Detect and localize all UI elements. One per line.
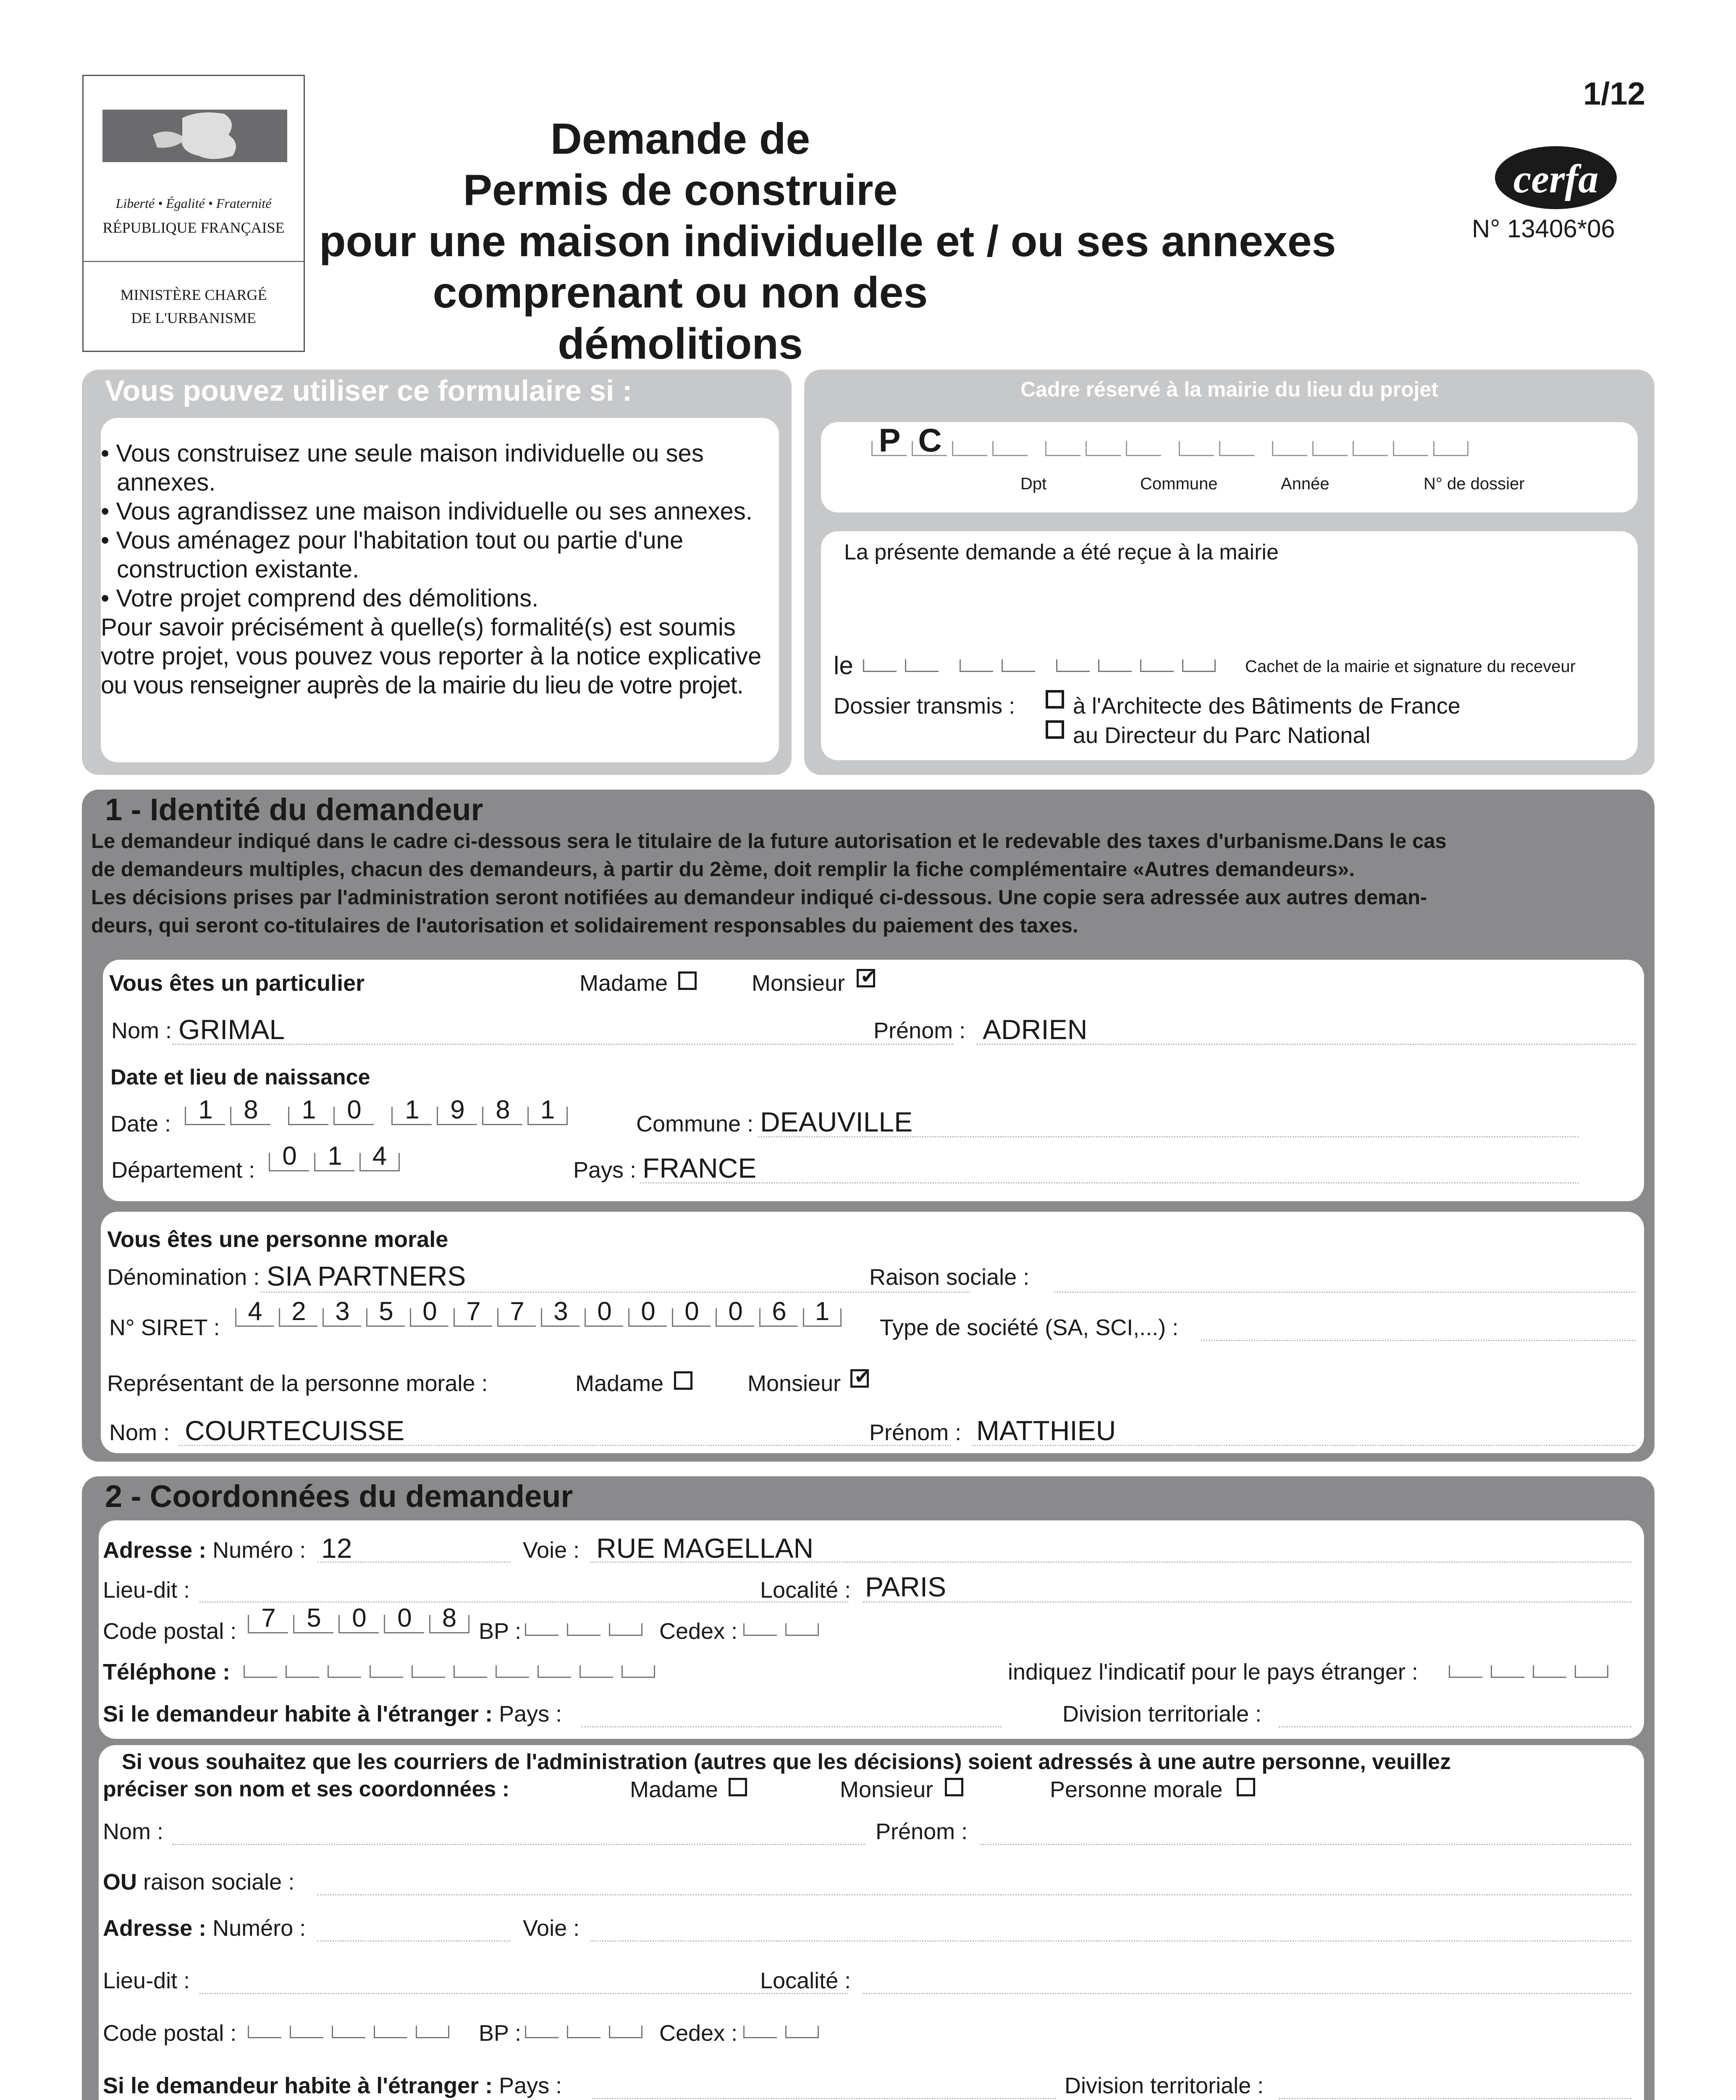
- representant-prenom-value: MATTHIEU: [976, 1415, 1116, 1446]
- etranger-label: Si le demandeur habite à l'étranger :: [103, 1701, 493, 1727]
- autre-intro-2: préciser son nom et ses coordonnées :: [103, 1777, 510, 1801]
- section-2: [82, 1476, 1655, 2100]
- pc-cell[interactable]: [1272, 441, 1307, 456]
- denomination-value: SIA PARTNERS: [267, 1260, 466, 1292]
- pc-commune-label: Commune: [1140, 475, 1218, 493]
- pays-value: FRANCE: [642, 1152, 757, 1184]
- autre-division-label: Division territoriale :: [1065, 2073, 1264, 2098]
- raison-sociale-label: Raison sociale :: [869, 1265, 1030, 1290]
- numero-label: Numéro :: [212, 1538, 306, 1563]
- pc-cell[interactable]: [1126, 441, 1161, 456]
- date-cell[interactable]: [1140, 659, 1174, 672]
- commune-value: DEAUVILLE: [760, 1106, 913, 1137]
- autre-madame-checkbox[interactable]: [729, 1778, 747, 1796]
- autre-code-postal-label: Code postal :: [103, 2021, 237, 2046]
- parc-checkbox[interactable]: [1046, 720, 1064, 739]
- autre-destinataire-box: [99, 1745, 1644, 2100]
- mairie-heading: Cadre réservé à la mairie du lieu du projet: [1020, 378, 1438, 401]
- pc-cell[interactable]: [1086, 441, 1121, 456]
- autre-morale-checkbox[interactable]: [1237, 1778, 1255, 1796]
- autre-prenom-label: Prénom :: [876, 1819, 968, 1844]
- particulier-madame-checkbox[interactable]: [678, 971, 697, 990]
- pc-dpt-label: Dpt: [1020, 475, 1047, 493]
- morale-monsieur-checkbox[interactable]: ✔: [850, 1369, 869, 1388]
- page-title: [319, 113, 1336, 370]
- morale-heading: Vous êtes une personne morale: [107, 1227, 448, 1252]
- localite-label: Localité :: [760, 1578, 851, 1603]
- usage-text: • Vous construisez une seule maison individuelle ou ses annexes. • Vous agrandissez une maison individuelle ou ses annexes. • Vous aménagez pour l'habitation tout ou partie d'une construction existante. • Votre projet comprend des démolitions. Pour savoir précisément à quelle(s) formalité(s) est soumis votre projet, vous pouvez vous reporter à la notice explicative ou vous renseigner auprès de la mairie du lieu de votre projet.: [101, 440, 762, 699]
- morale-monsieur-label: Monsieur: [747, 1371, 841, 1396]
- localite-value: PARIS: [865, 1571, 947, 1602]
- type-societe-label: Type de société (SA, SCI,...) :: [880, 1315, 1179, 1340]
- autre-cedex-label: Cedex :: [659, 2021, 738, 2046]
- siret-cells[interactable]: 4 2 3 5 0 7 7 3 0 0 0 0 6 1: [235, 1308, 847, 1327]
- code-postal-label: Code postal :: [103, 1619, 237, 1644]
- autre-nom-label: Nom :: [103, 1819, 164, 1844]
- representant-prenom-label: Prénom :: [869, 1420, 962, 1445]
- morale-madame-checkbox[interactable]: [674, 1371, 692, 1390]
- telephone-label: Téléphone :: [103, 1659, 231, 1685]
- autre-ou: OU: [103, 1869, 137, 1895]
- section-1-title: 1 - Identité du demandeur: [105, 792, 483, 827]
- autre-lieudit-label: Lieu-dit :: [103, 1968, 190, 1993]
- autre-intro-1: Si vous souhaitez que les courriers de l'administration (autres que les décisions) soient adressés à une autre personne, veuillez: [122, 1750, 1451, 1774]
- section-2-title: 2 - Coordonnées du demandeur: [105, 1479, 573, 1514]
- autre-raison-field[interactable]: [317, 1894, 1631, 1895]
- logo-ministry-2: DE L'URBANISME: [131, 310, 256, 326]
- date-cell[interactable]: [1056, 659, 1090, 672]
- coordonnees-box: [99, 1520, 1644, 1739]
- lieudit-label: Lieu-dit :: [103, 1578, 190, 1603]
- section-1: [82, 790, 1655, 1462]
- lieudit-field[interactable]: [199, 1601, 848, 1603]
- particulier-madame-label: Madame: [580, 971, 668, 996]
- particulier-monsieur-label: Monsieur: [752, 971, 845, 996]
- adresse-label: Adresse :: [103, 1538, 207, 1563]
- bp-label: BP :: [479, 1619, 522, 1644]
- autre-cedex-cells[interactable]: [743, 2026, 827, 2038]
- autre-monsieur-checkbox[interactable]: [945, 1778, 963, 1796]
- usage-heading: Vous pouvez utiliser ce formulaire si :: [105, 374, 632, 407]
- autre-code-postal-cells[interactable]: [248, 2026, 458, 2038]
- abf-label: à l'Architecte des Bâtiments de France: [1073, 693, 1461, 719]
- title-line-3: pour une maison individuelle et / ou ses annexes: [319, 217, 1336, 266]
- siret-label: N° SIRET :: [109, 1315, 220, 1340]
- pc-cell[interactable]: [1312, 441, 1348, 456]
- nom-field[interactable]: [172, 1044, 953, 1045]
- date-cell[interactable]: [1182, 659, 1216, 672]
- autre-madame-label: Madame: [630, 1777, 719, 1802]
- autre-localite-field[interactable]: [863, 1993, 1631, 1994]
- usage-panel: [82, 370, 792, 775]
- date-label: Date :: [110, 1111, 171, 1137]
- voie-value: RUE MAGELLAN: [596, 1533, 814, 1564]
- pc-cell[interactable]: [1045, 441, 1080, 456]
- voie-label: Voie :: [523, 1538, 580, 1563]
- date-cell[interactable]: [1002, 659, 1035, 672]
- autre-adresse-label: Adresse :: [103, 1916, 207, 1941]
- autre-etranger-label: Si le demandeur habite à l'étranger :: [103, 2073, 493, 2098]
- division-field[interactable]: [1279, 1726, 1631, 1727]
- abf-checkbox[interactable]: [1046, 690, 1064, 709]
- autre-lieudit-field[interactable]: [199, 1993, 848, 1994]
- indicatif-label: indiquez l'indicatif pour le pays étranger :: [1008, 1659, 1418, 1685]
- title-line-4: comprenant ou non des démolitions: [433, 268, 928, 368]
- autre-prenom-field[interactable]: [981, 1844, 1631, 1845]
- nom-label: Nom :: [111, 1018, 172, 1043]
- representant-nom-value: COURTECUISSE: [185, 1415, 405, 1446]
- cerfa-number: N° 13406*06: [1472, 215, 1615, 243]
- section-1-intro: Le demandeur indiqué dans le cadre ci-dessous sera le titulaire de la future autorisation et le redevable des taxes d'urbanisme.Dans le cas de demandeurs multiples, chacun des demandeurs, à partir du 2ème, doit remplir la fiche complémentaire «Autres demandeurs». Les décisions prises par l'administration seront notifiées au demandeur indiqué ci-dessous. Une copie sera adressée aux autres deman- deurs, qui seront co-titulaires de l'autorisation et solidairement responsables du paiement des taxes.: [91, 830, 1447, 937]
- birth-date-cells[interactable]: 1 8 1 0 1 9 8 1: [185, 1107, 573, 1125]
- mairie-transmis: Dossier transmis :: [834, 693, 1015, 719]
- mairie-cachet: Cachet de la mairie et signature du receveur: [1245, 657, 1576, 676]
- autre-numero-field[interactable]: [317, 1940, 510, 1942]
- pc-cell[interactable]: [1179, 441, 1214, 456]
- autre-etranger-pays-field[interactable]: [592, 2098, 1056, 2099]
- denomination-label: Dénomination :: [107, 1265, 260, 1290]
- code-postal-cells[interactable]: 7 5 0 0 8: [248, 1615, 475, 1633]
- autre-voie-field[interactable]: [590, 1940, 1631, 1942]
- pc-cell[interactable]: C: [912, 441, 947, 456]
- reception-date-cells: [863, 659, 1224, 672]
- type-societe-field[interactable]: [1201, 1340, 1636, 1341]
- indicatif-cells[interactable]: [1449, 1665, 1617, 1678]
- particulier-monsieur-checkbox[interactable]: ✔: [857, 969, 875, 987]
- representant-nom-label: Nom :: [109, 1420, 170, 1445]
- cedex-label: Cedex :: [659, 1619, 738, 1644]
- naissance-heading: Date et lieu de naissance: [110, 1065, 370, 1089]
- logo-ministry-1: MINISTÈRE CHARGÉ: [120, 286, 267, 303]
- logo-republic: RÉPUBLIQUE FRANÇAISE: [102, 219, 285, 236]
- particulier-box: [103, 960, 1644, 1201]
- particulier-heading: Vous êtes un particulier: [109, 971, 365, 996]
- localite-field[interactable]: [863, 1601, 1631, 1603]
- pays-label: Pays :: [573, 1158, 637, 1183]
- cedex-cells[interactable]: [743, 1623, 827, 1636]
- bp-cells[interactable]: [525, 1623, 651, 1636]
- pc-cell[interactable]: [1393, 441, 1428, 456]
- republique-logo: [82, 75, 305, 352]
- autre-numero-label: Numéro :: [212, 1916, 306, 1941]
- pc-annee-label: Année: [1281, 475, 1330, 493]
- morale-madame-label: Madame: [575, 1371, 664, 1396]
- mairie-recue: La présente demande a été reçue à la mairie: [844, 540, 1279, 564]
- autre-bp-label: BP :: [479, 2021, 522, 2046]
- logo-motto: Liberté • Égalité • Fraternité: [115, 196, 272, 211]
- departement-cells[interactable]: 0 1 4: [269, 1153, 405, 1171]
- pc-cell[interactable]: [1433, 441, 1469, 456]
- pc-cell[interactable]: [952, 441, 987, 456]
- etranger-pays-field[interactable]: [582, 1726, 1002, 1727]
- autre-nom-field[interactable]: [172, 1844, 865, 1845]
- autre-etranger-pays-label: Pays :: [499, 2073, 562, 2098]
- title-line-1: Demande de: [550, 115, 810, 163]
- cerfa-logo: cerfa: [1495, 146, 1617, 209]
- raison-sociale-field[interactable]: [1054, 1292, 1636, 1293]
- numero-value: 12: [321, 1533, 352, 1564]
- representant-label: Représentant de la personne morale :: [107, 1371, 488, 1396]
- marianne-icon: [102, 110, 287, 162]
- autre-bp-cells[interactable]: [525, 2026, 651, 2038]
- division-label: Division territoriale :: [1062, 1701, 1262, 1727]
- prenom-label: Prénom :: [873, 1018, 966, 1043]
- mairie-panel: [804, 370, 1655, 775]
- autre-division-field[interactable]: [1279, 2098, 1631, 2099]
- title-line-2: Permis de construire: [463, 166, 898, 215]
- mairie-le: le: [834, 651, 853, 680]
- parc-label: au Directeur du Parc National: [1073, 723, 1371, 748]
- date-cell[interactable]: [1098, 659, 1132, 672]
- date-cell[interactable]: [960, 659, 993, 672]
- autre-morale-label: Personne morale: [1050, 1777, 1223, 1802]
- etranger-pays-label: Pays :: [499, 1701, 562, 1727]
- date-cell[interactable]: [863, 659, 897, 672]
- pc-cell[interactable]: [1219, 441, 1254, 456]
- commune-label: Commune :: [636, 1111, 754, 1137]
- nom-value: GRIMAL: [178, 1014, 285, 1045]
- pc-number-cells: [871, 422, 1474, 459]
- pays-field[interactable]: [640, 1182, 1579, 1184]
- telephone-cells[interactable]: [244, 1665, 663, 1678]
- morale-box: [101, 1212, 1644, 1453]
- page-number: 1/12: [1583, 76, 1645, 112]
- pc-cell[interactable]: P: [871, 441, 907, 456]
- autre-localite-label: Localité :: [760, 1968, 851, 1993]
- autre-monsieur-label: Monsieur: [840, 1777, 934, 1802]
- date-cell[interactable]: [905, 659, 939, 672]
- autre-voie-label: Voie :: [523, 1916, 580, 1941]
- pc-dossier-label: N° de dossier: [1424, 475, 1525, 493]
- pc-cell[interactable]: [992, 441, 1028, 456]
- autre-raison-label: raison sociale :: [143, 1869, 295, 1895]
- pc-cell[interactable]: [1353, 441, 1388, 456]
- departement-label: Département :: [111, 1158, 255, 1183]
- prenom-value: ADRIEN: [983, 1014, 1088, 1045]
